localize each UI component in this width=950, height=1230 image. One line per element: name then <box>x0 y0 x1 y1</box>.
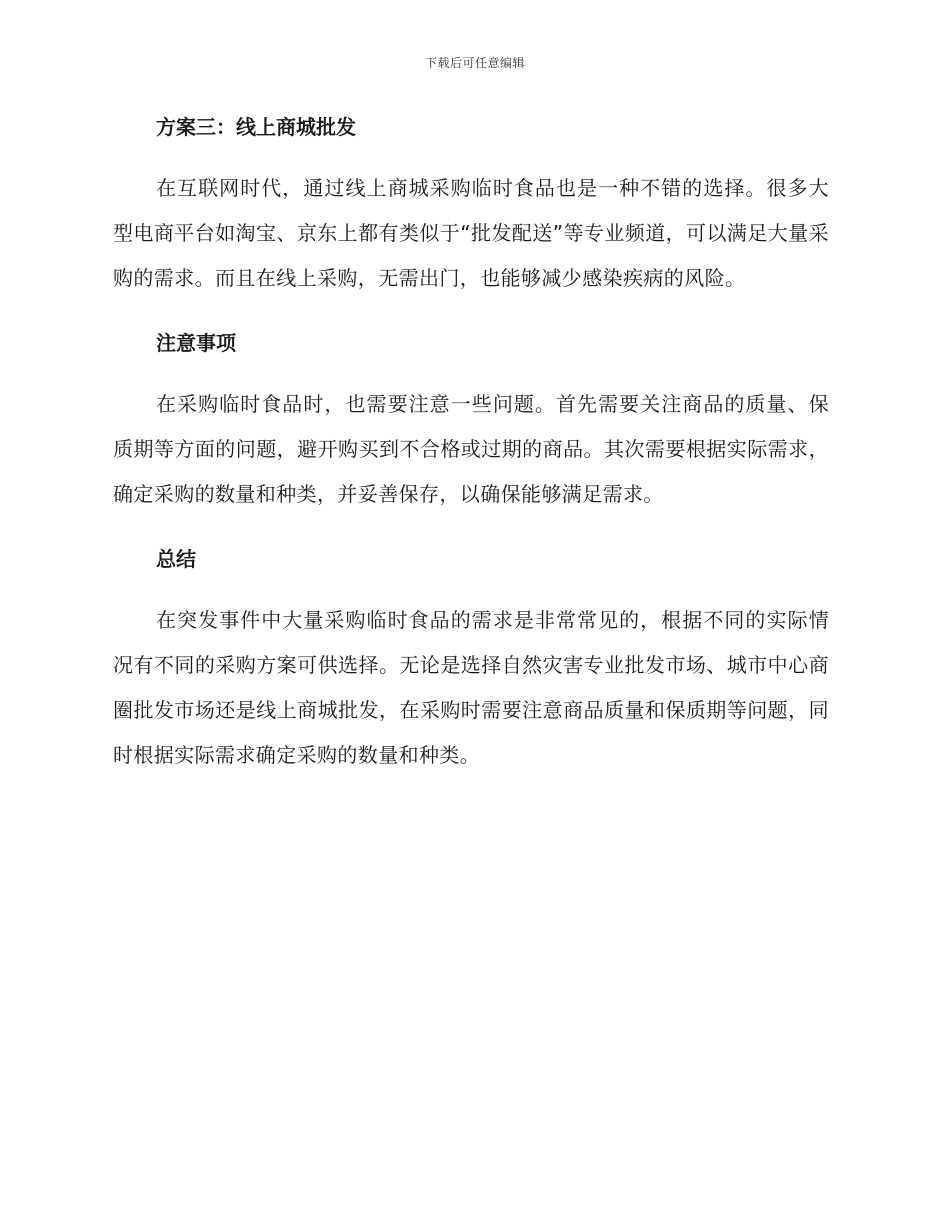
section-paragraph-notes: 在采购临时食品时，也需要注意一些问题。首先需要关注商品的质量、保质期等方面的问题，避开购买到不合格或过期的商品。其次需要根据实际需求，确定采购的数量和种类，并妥善保存，以确保能够满足需求。 <box>113 392 829 506</box>
section-paragraph-plan-three: 在互联网时代，通过线上商城采购临时食品也是一种不错的选择。很多大型电商平台如淘宝、京东上都有类似于“批发配送”等专业频道，可以满足大量采购的需求。而且在线上采购，无需出门，也能够减少感染疾病的风险。 <box>113 176 829 290</box>
page-header: 下载后可任意编辑 <box>424 56 525 70</box>
section-heading-notes: 注意事项 <box>156 331 236 355</box>
section-heading-summary: 总结 <box>156 547 196 571</box>
document-body <box>113 112 829 778</box>
section-heading-plan-three: 方案三：线上商城批发 <box>156 115 356 139</box>
section-paragraph-summary: 在突发事件中大量采购临时食品的需求是非常常见的，根据不同的实际情况有不同的采购方案可供选择。无论是选择自然灾害专业批发市场、城市中心商圈批发市场还是线上商城批发，在采购时需要注意商品质量和保质期等问题，同时根据实际需求确定采购的数量和种类。 <box>113 608 829 767</box>
